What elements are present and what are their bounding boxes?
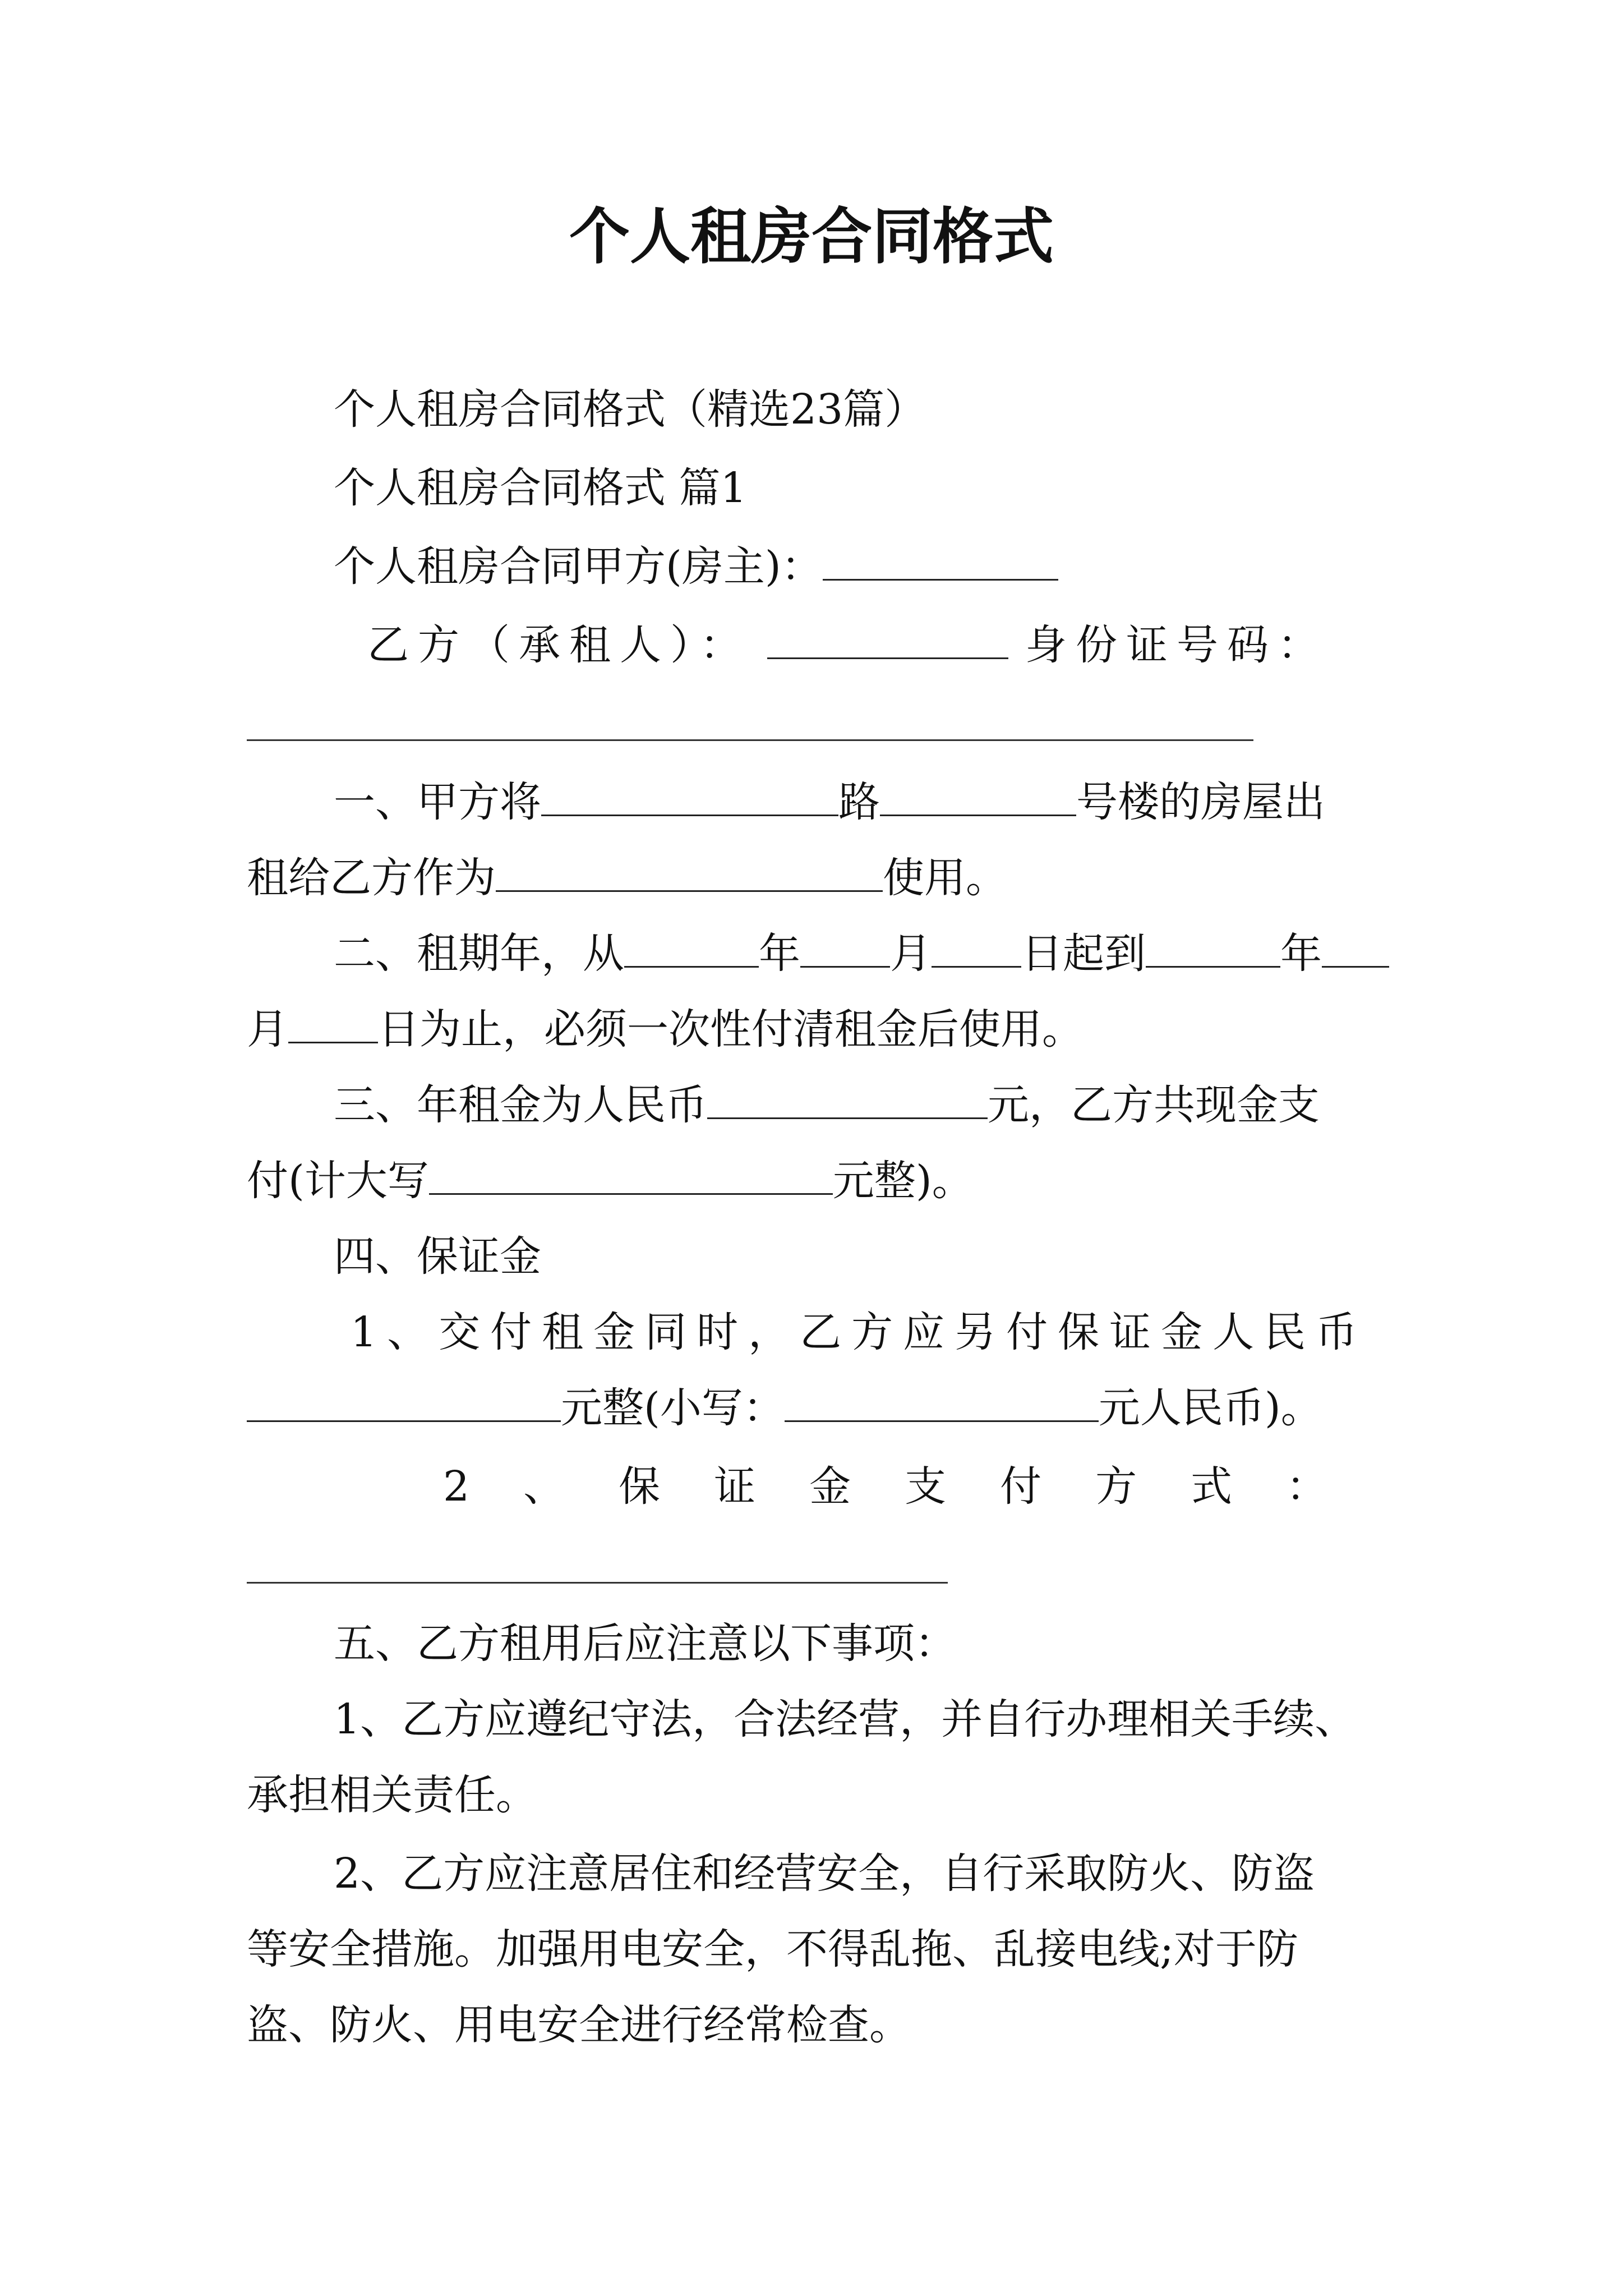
- clause-2-line-2: [247, 1001, 1396, 1057]
- section-heading: [334, 460, 1483, 516]
- clause-5-item-1-line-2: [247, 1767, 1396, 1823]
- clause-2-text-g: 日为止，必须一次性付清租金后使用。: [378, 1005, 1083, 1053]
- party-a-label: 个人租房合同甲方(房主)：: [334, 542, 823, 591]
- clause-4-item-1-line-2: [247, 1380, 1396, 1436]
- clause-1-line-2: [247, 850, 1396, 906]
- clause-5-item-1-line-1: [334, 1691, 1483, 1747]
- clause-5-item-2-text-b: 等安全措施。加强用电安全，不得乱拖、乱接电线;对于防: [247, 1925, 1298, 1973]
- clause-2-line-1: [334, 926, 1483, 982]
- section-heading-text: 个人租房合同格式 篇1: [334, 464, 747, 512]
- clause-4-item-2-text: 2、保证金支付方式：: [443, 1462, 1382, 1511]
- deposit-capital-blank: [247, 1387, 561, 1422]
- deposit-method-blank: [247, 1582, 948, 1584]
- clause-2-text-e: 年: [1280, 930, 1322, 978]
- usage-blank: [496, 857, 883, 892]
- deposit-amount-blank: [785, 1387, 1099, 1422]
- clause-5-item-2-text-c: 盗、防火、用电安全进行经常检查。: [247, 2001, 911, 2049]
- start-year-blank: [624, 932, 759, 968]
- rent-amount-blank: [707, 1084, 988, 1119]
- party-b-blank: [767, 624, 1008, 659]
- clause-2-text-d: 日起到: [1021, 930, 1146, 978]
- start-month-blank: [800, 932, 890, 968]
- clause-1-text-e: 使用。: [883, 854, 1007, 902]
- end-month-blank: [1322, 932, 1389, 968]
- road-blank: [541, 781, 838, 816]
- clause-4-item-1-text-b: 元整(小写：: [561, 1384, 785, 1432]
- clause-2-text-a: 二、租期年，从: [334, 930, 624, 978]
- clause-5-item-2-text-a: 2、乙方应注意居住和经营安全，自行采取防火、防盗: [334, 1849, 1315, 1898]
- clause-5-item-1-text-a: 1、乙方应遵纪守法，合法经营，并自行办理相关手续、: [334, 1695, 1357, 1743]
- clause-3-text-b: 元，乙方共现金支: [988, 1081, 1320, 1129]
- rent-capital-blank: [429, 1159, 833, 1195]
- clause-3-line-2: [247, 1153, 1396, 1209]
- end-day-blank: [288, 1008, 378, 1043]
- clause-4-item-1-text: 1、交付租金同时，乙方应另付保证金人民币: [351, 1308, 1368, 1356]
- id-number-label: 身份证号码：: [1025, 621, 1328, 669]
- party-a-line: [334, 539, 1483, 595]
- party-b-line: [367, 617, 1517, 673]
- clause-4-item-1-line-1: [351, 1304, 1500, 1360]
- clause-1-text-c: 号楼的房屋出: [1076, 778, 1325, 826]
- clause-2-text-c: 月: [890, 930, 932, 978]
- clause-5-heading-text: 五、乙方租用后应注意以下事项：: [334, 1619, 956, 1668]
- id-number-blank: [247, 739, 1253, 741]
- clause-5-item-2-line-3: [247, 1997, 1396, 2053]
- clause-2-text-f: 月: [247, 1005, 288, 1053]
- subtitle-line: [334, 381, 1483, 438]
- document-title: 个人租房合同格式: [569, 201, 1054, 272]
- clause-5-item-2-line-2: [247, 1921, 1396, 1977]
- clause-3-line-1: [334, 1077, 1483, 1133]
- clause-5-item-2-line-1: [334, 1846, 1483, 1902]
- clause-2-text-b: 年: [759, 930, 800, 978]
- end-year-blank: [1146, 932, 1280, 968]
- clause-4-item-2-line: [443, 1458, 1593, 1515]
- party-a-blank: [823, 545, 1058, 581]
- clause-1-text-a: 一、甲方将: [334, 778, 541, 826]
- building-blank: [880, 781, 1076, 816]
- party-b-label: 乙方（承租人）：: [367, 621, 750, 669]
- clause-3-text-c: 付(计大写: [247, 1157, 429, 1205]
- clause-1-text-d: 租给乙方作为: [247, 854, 496, 902]
- clause-3-text-a: 三、年租金为人民币: [334, 1081, 707, 1129]
- clause-4-item-1-text-c: 元人民币)。: [1098, 1384, 1322, 1432]
- clause-1-line-1: [334, 774, 1483, 830]
- clause-3-text-d: 元整)。: [832, 1157, 974, 1205]
- clause-4-heading: [334, 1228, 1483, 1285]
- clause-1-text-b: 路: [838, 778, 880, 826]
- clause-4-heading-text: 四、保证金: [334, 1232, 541, 1281]
- clause-5-heading: [334, 1616, 1483, 1672]
- clause-5-item-1-text-b: 承担相关责任。: [247, 1771, 537, 1819]
- subtitle-text: 个人租房合同格式（精选23篇）: [334, 385, 926, 434]
- start-day-blank: [932, 932, 1021, 968]
